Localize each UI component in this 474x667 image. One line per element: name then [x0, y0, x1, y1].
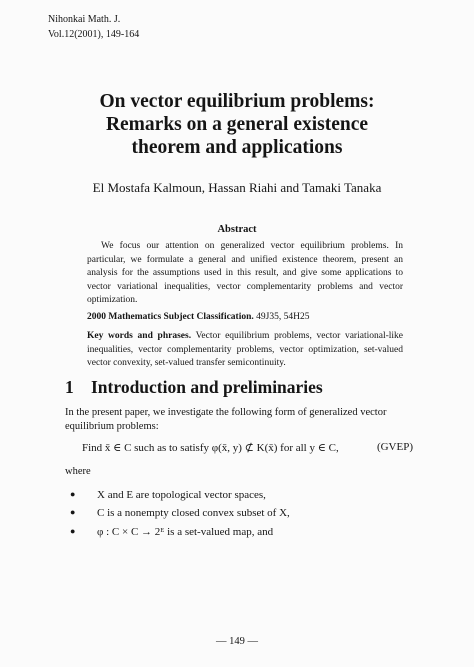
journal-volume: Vol.12(2001), 149-164 [48, 29, 140, 40]
title-line-1: On vector equilibrium problems: [99, 91, 375, 112]
section-heading [65, 377, 323, 398]
list-item [70, 507, 290, 519]
section-title: Introduction and preliminaries [91, 377, 323, 397]
keywords-value: Vector equilibrium problems, vector variational-like inequalities, vector complementarity problems, vector optimization, set-valued vector convexity, set-valued transfer semicontinuity. [87, 331, 403, 368]
problem-tag: (GVEP) [376, 441, 413, 453]
bullet-icon: ● [70, 489, 76, 499]
bullet-icon: ● [70, 526, 76, 536]
page-number: — 149 — [216, 636, 258, 647]
where-word: where [65, 466, 91, 477]
keywords-line [87, 330, 403, 371]
title-line-3: theorem and applications [131, 137, 343, 158]
msc-label: 2000 Mathematics Subject Classification. [87, 312, 254, 322]
list-item-text: C is a nonempty closed convex subset of X, [97, 507, 290, 519]
msc-value: 49J35, 54H25 [256, 312, 310, 322]
keywords-label: Key words and phrases. [87, 331, 192, 341]
list-item-text: φ : C × C → 2ᴱ is a set-valued map, and [97, 526, 274, 538]
section-number: 1 [65, 377, 74, 397]
bullet-icon: ● [70, 507, 76, 517]
paper-title [40, 90, 434, 159]
list-item-text: X and E are topological vector spaces, [97, 489, 266, 501]
problem-statement: Find x̄ ∈ C such as to satisfy φ(x̄, y) ⊄ K(x̄) for all y ∈ C, [82, 442, 339, 454]
list-item [70, 489, 266, 501]
journal-name: Nihonkai Math. J. [48, 14, 121, 25]
journal-citation [48, 12, 139, 42]
abstract-heading: Abstract [217, 224, 257, 235]
author-list: El Mostafa Kalmoun, Hassan Riahi and Tamaki Tanaka [92, 180, 382, 195]
abstract-body: We focus our attention on generalized vector equilibrium problems. In particular, we formulate a general and unified existence theorem, present an analysis for the assumptions used in this result, and give some applications to vector variational inequalities, vector complementarity problems and vector optimization. [87, 241, 403, 305]
msc-line [87, 311, 403, 325]
intro-paragraph: In the present paper, we investigate the following form of generalized vector equilibrium problems: [65, 407, 387, 432]
list-item [70, 526, 273, 538]
title-line-2: Remarks on a general existence [105, 114, 369, 135]
